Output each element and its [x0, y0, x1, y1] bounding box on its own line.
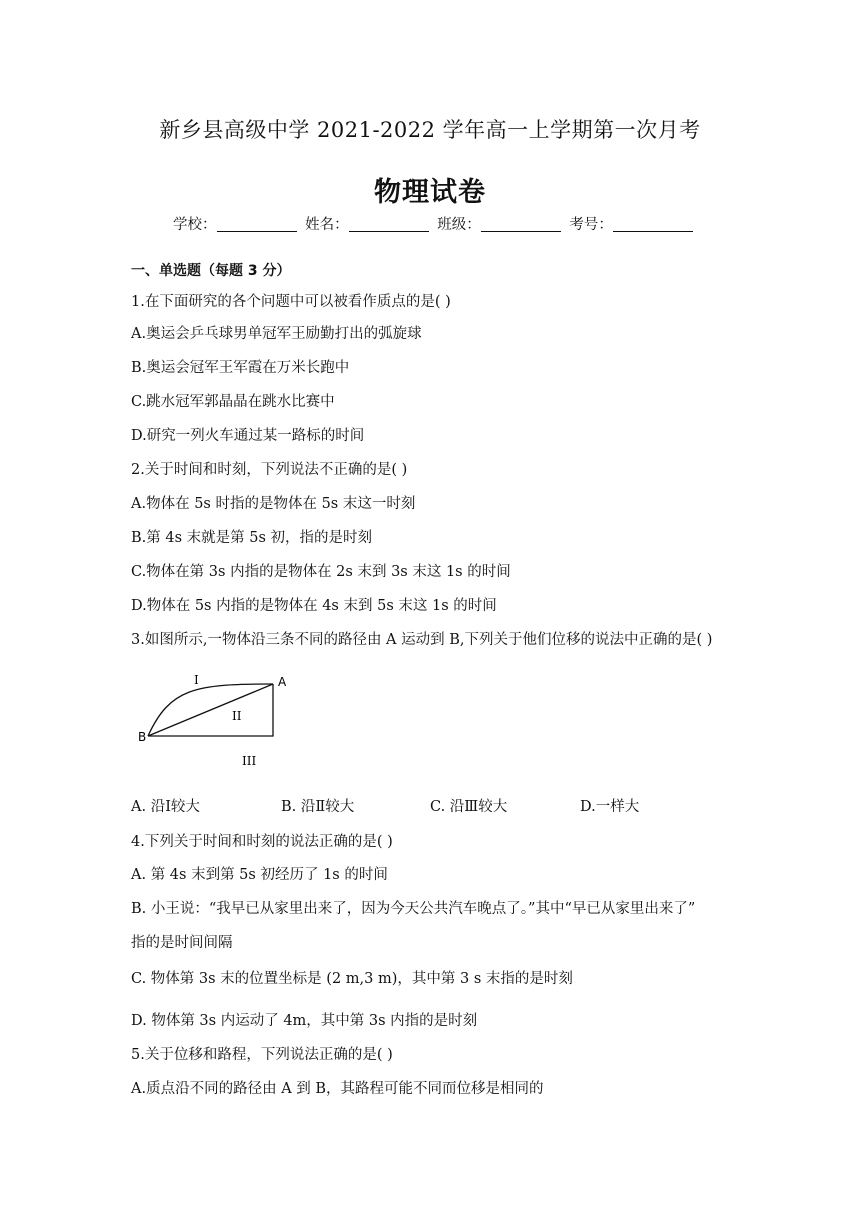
exam-number-blank[interactable] [613, 215, 693, 232]
q4-option-c: C. 物体第 3s 末的位置坐标是 (2 m,3 m)，其中第 3 s 末指的是时刻 [131, 971, 573, 987]
student-info-line [173, 213, 697, 234]
section-heading: 一、单选题（每题 3 分） [131, 263, 291, 279]
q1-option-d: D.研究一列火车通过某一路标的时间 [131, 428, 365, 444]
q2-stem: 2.关于时间和时刻，下列说法不正确的是( ) [131, 462, 408, 478]
class-label: 班级： [437, 217, 481, 233]
q2-option-b: B.第 4s 末就是第 5s 初，指的是时刻 [131, 530, 373, 546]
q3-option-d: D.一样大 [580, 799, 640, 815]
q5-option-a: A.质点沿不同的路径由 A 到 B，其路程可能不同而位移是相同的 [131, 1081, 544, 1097]
q3-stem: 3.如图所示,一物体沿三条不同的路径由 A 运动到 B,下列关于他们位移的说法中正确的是( ) [131, 632, 713, 648]
school-blank[interactable] [217, 215, 297, 232]
path-i-label: I [194, 673, 199, 687]
q1-stem: 1.在下面研究的各个问题中可以被看作质点的是( ) [131, 294, 451, 310]
school-label: 学校： [173, 217, 217, 233]
q3-option-c: C. 沿Ⅲ较大 [430, 799, 508, 815]
path-iii-label: III [242, 754, 257, 768]
exam-title: 新乡县高级中学 2021-2022 学年高一上学期第一次月考 [159, 118, 701, 142]
q4-option-a: A. 第 4s 末到第 5s 初经历了 1s 的时间 [131, 867, 388, 883]
q1-option-a: A.奥运会乒乓球男单冠军王励勤打出的弧旋球 [131, 326, 422, 342]
q1-option-b: B.奥运会冠军王军霞在万米长跑中 [131, 360, 350, 376]
name-blank[interactable] [349, 215, 429, 232]
path-ii-line [148, 684, 273, 736]
path-diagram [130, 668, 300, 780]
q2-option-d: D.物体在 5s 内指的是物体在 4s 末到 5s 末这 1s 的时间 [131, 598, 497, 614]
q4-option-b-line2: 指的是时间间隔 [131, 935, 233, 951]
name-label: 姓名： [305, 217, 349, 233]
q1-option-c: C.跳水冠军郭晶晶在跳水比赛中 [131, 394, 335, 410]
exam-number-label: 考号： [569, 217, 613, 233]
q4-option-d: D. 物体第 3s 内运动了 4m，其中第 3s 内指的是时刻 [131, 1013, 478, 1029]
q2-option-c: C.物体在第 3s 内指的是物体在 2s 末到 3s 末这 1s 的时间 [131, 564, 511, 580]
point-b-label: B [138, 730, 147, 744]
q5-stem: 5.关于位移和路程，下列说法正确的是( ) [131, 1047, 393, 1063]
q4-stem: 4.下列关于时间和时刻的说法正确的是( ) [131, 834, 393, 850]
path-ii-label: II [232, 709, 242, 723]
point-a-label: A [278, 675, 287, 689]
q4-option-b-line1: B. 小王说：“我早已从家里出来了，因为今天公共汽车晚点了。”其中“早已从家里出来了” [131, 901, 696, 917]
class-blank[interactable] [481, 215, 561, 232]
q3-option-b: B. 沿Ⅱ较大 [281, 799, 355, 815]
q2-option-a: A.物体在 5s 时指的是物体在 5s 末这一时刻 [131, 496, 416, 512]
exam-subject-title: 物理试卷 [374, 177, 486, 208]
q3-option-a: A. 沿Ⅰ较大 [131, 799, 200, 815]
